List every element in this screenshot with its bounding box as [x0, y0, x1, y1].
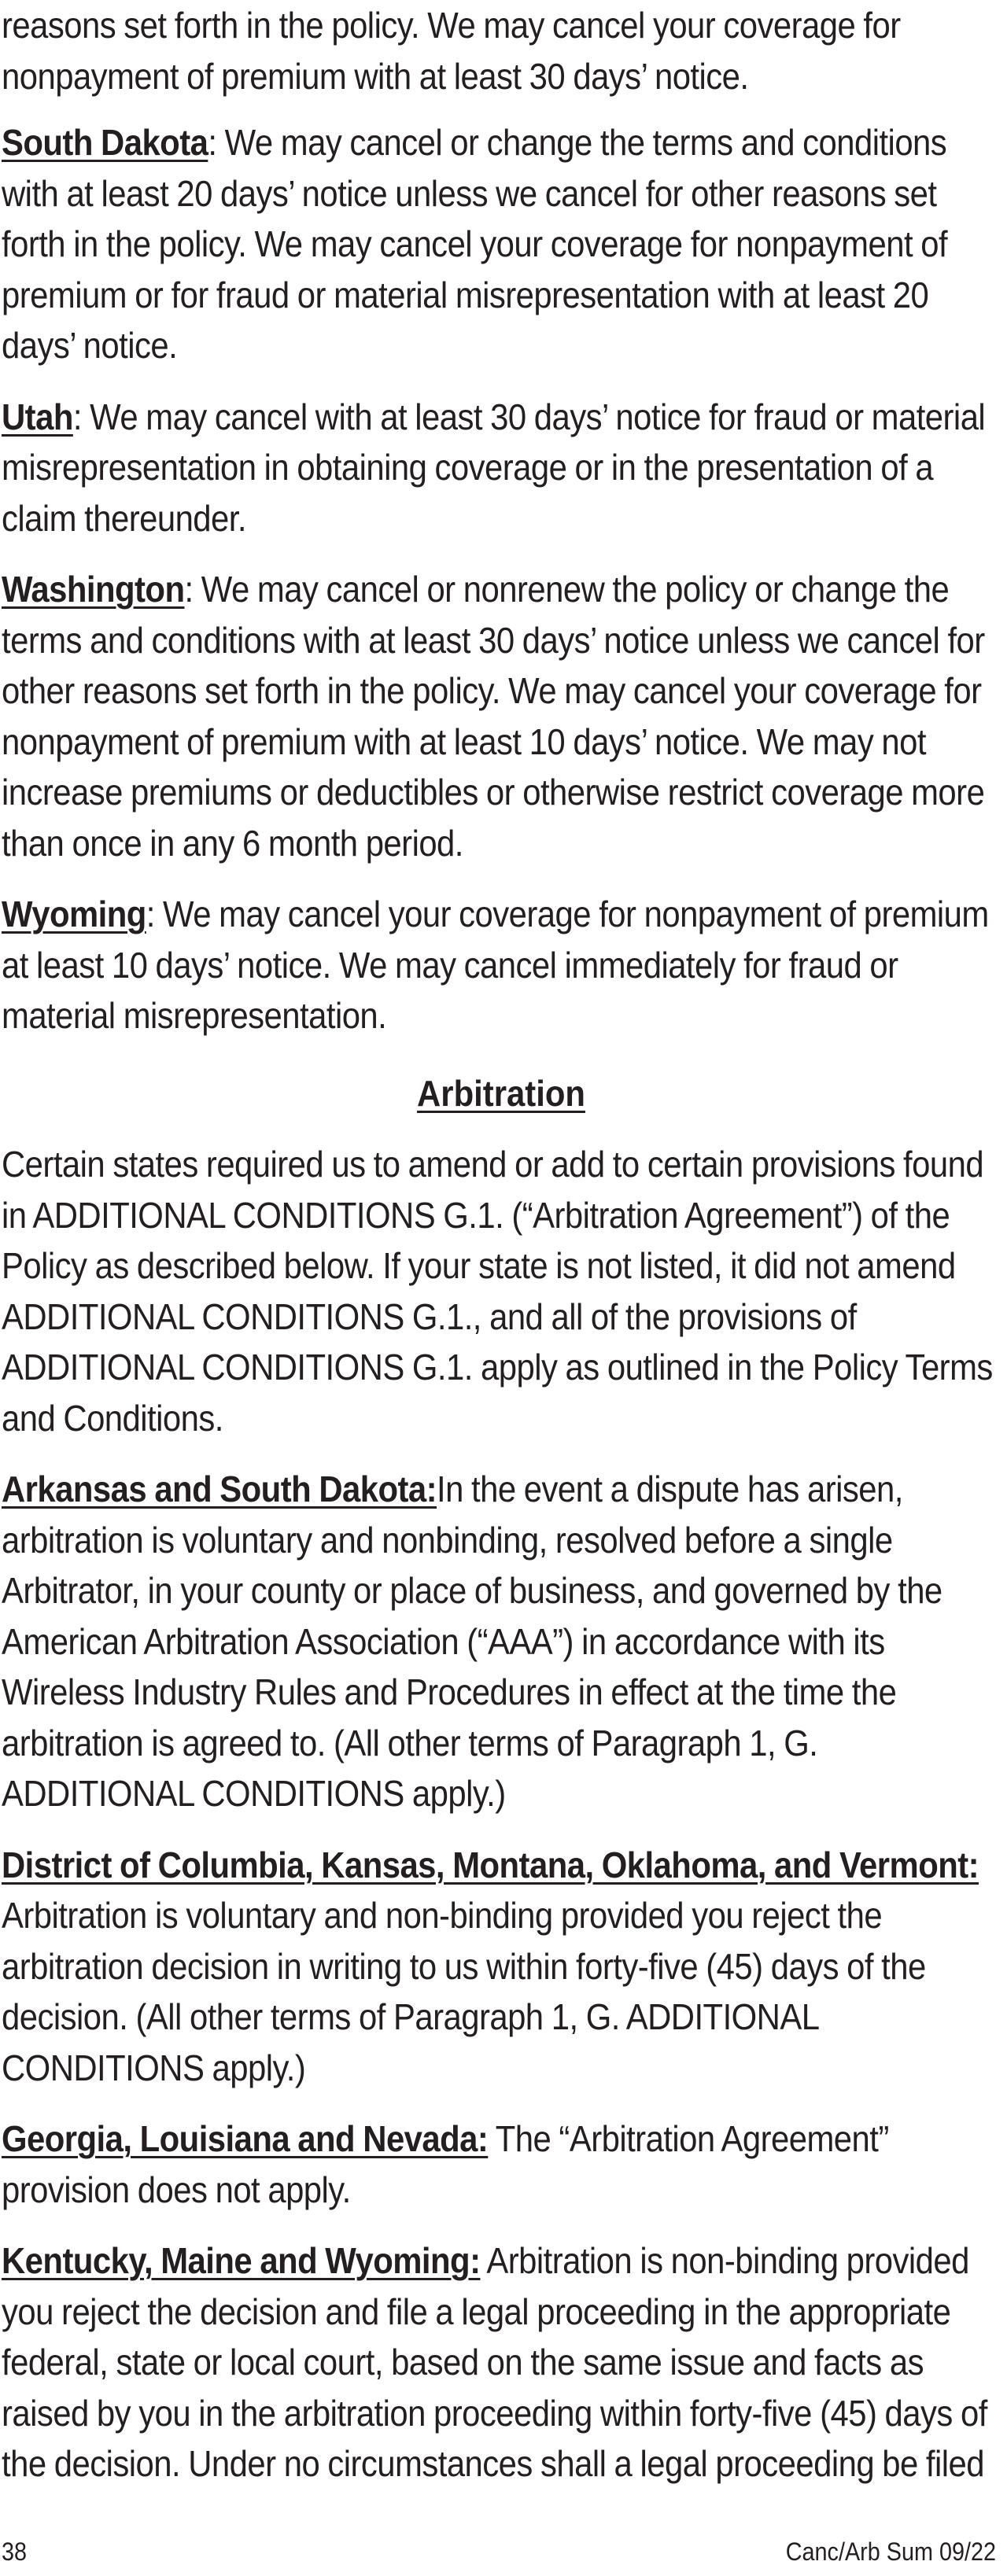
page-content — [2, 0, 1001, 2489]
paragraph-wyoming: Wyoming: We may cancel your coverage for nonpayment of premium at least 10 days’ notice. We may cancel immediately for fraud or material misrepresentation. — [2, 894, 989, 1036]
state-label: Georgia, Louisiana and Nevada: — [2, 2118, 489, 2159]
state-label: Arkansas and South Dakota: — [2, 1469, 437, 1509]
paragraph-arkansas-south-dakota: Arkansas and South Dakota:In the event a dispute has arisen, arbitration is voluntary and nonbinding, resolved before a single Arbitrator, in your county or place of business, and governed by the American Arbitration Association (“AAA”) in accordance with its Wireless Industry Rules and Procedures in effect at the time the arbitration is agreed to. (All other terms of Paragraph 1, G. ADDITIONAL CONDITIONS apply.) — [2, 1469, 942, 1814]
state-label: South Dakota — [2, 122, 208, 163]
paragraph-kentucky-maine-wyoming: Kentucky, Maine and Wyoming: Arbitration is non-binding provided you reject the decision and file a legal proceeding in the appropriate federal, state or local court, based on the same issue and facts as raised by you in the arbitration proceeding within forty-five (45) days of the decision. Under no circumstances shall a legal proceeding be filed — [2, 2240, 987, 2484]
state-label: Wyoming — [2, 894, 146, 934]
paragraph-washington: Washington: We may cancel or nonrenew the policy or change the terms and conditions with at least 30 days’ notice unless we cancel for other reasons set forth in the policy. We may cancel your coverage for nonpayment of premium with at least 10 days’ notice. We may not increase premiums or deductibles or otherwise restrict coverage more than once in any 6 month period. — [2, 569, 985, 864]
document-id: Canc/Arb Sum 09/22 — [785, 2537, 996, 2566]
section-heading: Arbitration — [417, 1072, 585, 1114]
page-number: 38 — [2, 2537, 28, 2566]
state-label: District of Columbia, Kansas, Montana, Oklahoma, and Vermont: — [2, 1844, 979, 1885]
arbitration-intro: Certain states required us to amend or add to certain provisions found in ADDITIONAL CONDITIONS G.1. (“Arbitration Agreement”) of the Policy as described below. If your state is not listed, it did not amend ADDITIONAL CONDITIONS G.1., and all of the provisions of ADDITIONAL CONDITIONS G.1. apply as outlined in the Policy Terms and Conditions. — [2, 1144, 993, 1439]
state-label: Utah — [2, 396, 73, 437]
page-footer — [2, 2534, 996, 2569]
state-label: Washington — [2, 569, 185, 610]
paragraph-south-dakota: South Dakota: We may cancel or change the terms and conditions with at least 20 days’ notice unless we cancel for other reasons set forth in the policy. We may cancel your coverage for nonpayment of premium or for fraud or material misrepresentation with at least 20 days’ notice. — [2, 122, 948, 366]
paragraph-continued: reasons set forth in the policy. We may cancel your coverage for nonpayment of premium with at least 30 days’ notice. — [2, 5, 901, 97]
paragraph-utah: Utah: We may cancel with at least 30 days’ notice for fraud or material misrepresentation in obtaining coverage or in the presentation of a claim thereunder. — [2, 396, 986, 539]
state-label: Kentucky, Maine and Wyoming: — [2, 2240, 481, 2281]
paragraph-dc-kansas-montana-oklahoma-vermont: District of Columbia, Kansas, Montana, Oklahoma, and Vermont: Arbitration is voluntary and non-binding provided you reject the arbitration decision in writing to us within forty-five (45) days of the decision. (All other terms of Paragraph 1, G. ADDITIONAL CONDITIONS apply.) — [2, 1844, 979, 2088]
paragraph-georgia-louisiana-nevada: Georgia, Louisiana and Nevada: The “Arbitration Agreement” provision does not apply. — [2, 2118, 889, 2210]
